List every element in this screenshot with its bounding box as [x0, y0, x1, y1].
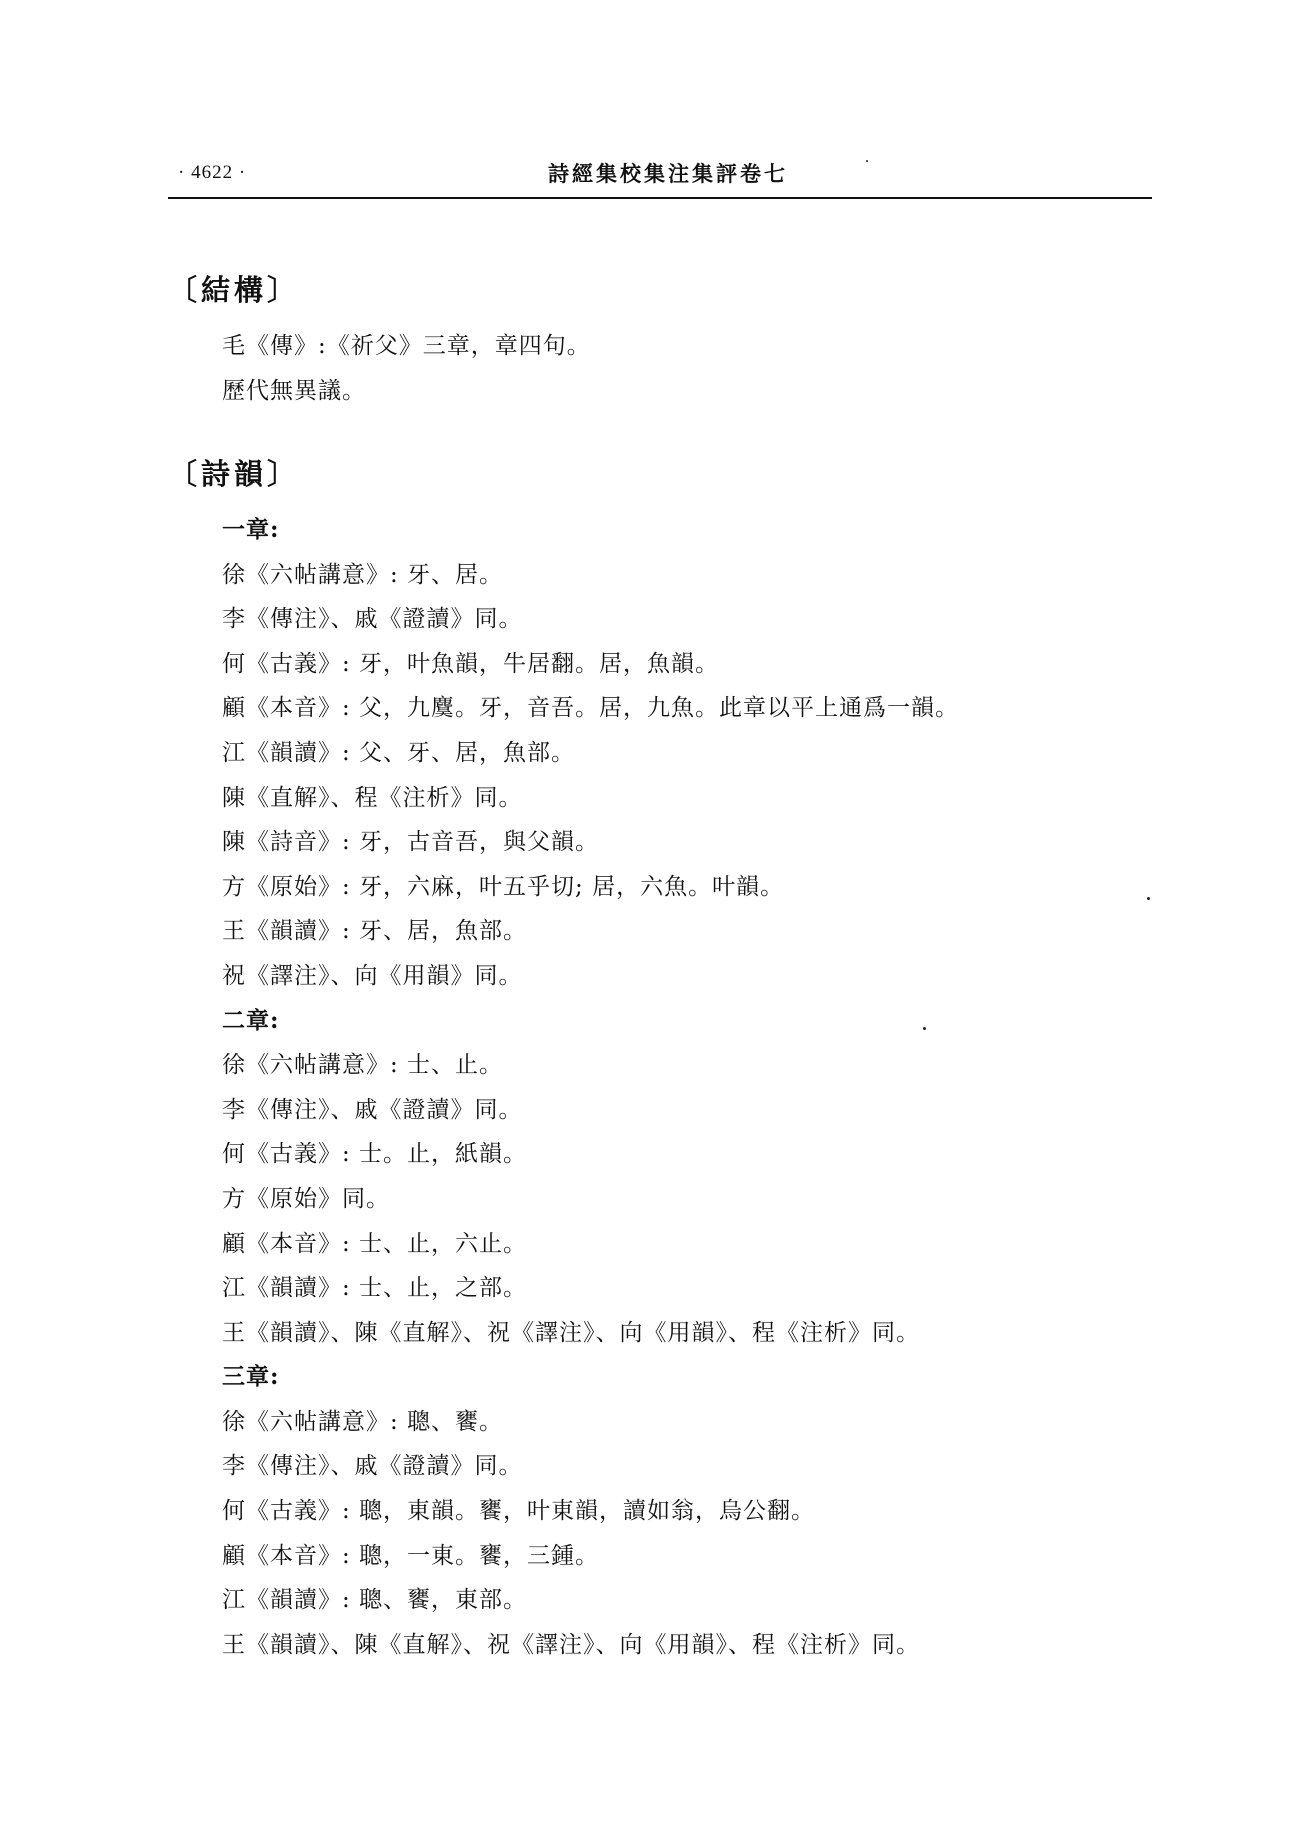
text-line: 方《原始》: 牙，六麻，叶五乎切; 居，六魚。叶韻。: [222, 873, 785, 900]
section-heading-structure: 〔結構〕: [168, 273, 301, 307]
text-line: 顧《本音》: 父，九麌。牙，音吾。居，九魚。此章以平上通爲一韻。: [222, 695, 960, 722]
chapter-label: 二章:: [222, 1006, 280, 1034]
chapter-label: 一章:: [222, 516, 280, 543]
text-line: 李《傳注》、戚《證讀》同。: [222, 606, 523, 633]
text-line: 江《韻讀》: 聰、饔，東部。: [222, 1587, 528, 1614]
header-rule: [168, 197, 1152, 199]
text-line: 王《韻讀》: 牙、居，魚部。: [222, 918, 528, 945]
text-line: 何《古義》: 牙，叶魚韻，牛居翻。居，魚韻。: [222, 650, 720, 677]
scan-speck: [1147, 897, 1150, 900]
text-line: 陳《直解》、程《注析》同。: [222, 784, 523, 811]
text-line: 陳《詩音》: 牙，古音吾，與父韻。: [222, 829, 600, 856]
text-line: 祝《譯注》、向《用韻》同。: [222, 962, 523, 989]
rhyme-lines: [222, 508, 959, 1667]
running-title: 詩經集校集注集評卷七: [548, 161, 788, 186]
text-line: 徐《六帖講意》: 士、止。: [222, 1052, 504, 1079]
section-heading-rhyme: 〔詩韻〕: [168, 457, 301, 491]
scan-speck: [866, 160, 868, 162]
text-line: 江《韻讀》: 父、牙、居，魚部。: [222, 739, 576, 766]
text-line: 江《韻讀》: 士、止，之部。: [222, 1275, 528, 1302]
text-line: 何《古義》: 士。止，紙韻。: [222, 1141, 528, 1168]
text-line: 歷代無異議。: [222, 377, 366, 404]
page-number: · 4622 ·: [178, 162, 247, 183]
text-line: 王《韻讀》、陳《直解》、祝《譯注》、向《用韻》、程《注析》同。: [222, 1631, 920, 1658]
text-line: 何《古義》: 聰，東韻。饔，叶東韻，讀如翁，烏公翻。: [222, 1498, 816, 1525]
text-line: 徐《六帖講意》: 牙、居。: [222, 561, 504, 588]
structure-lines: [222, 324, 591, 413]
text-line: 顧《本音》: 士、止，六止。: [222, 1230, 528, 1257]
text-line: 王《韻讀》、陳《直解》、祝《譯注》、向《用韻》、程《注析》同。: [222, 1319, 920, 1346]
text-line: 徐《六帖講意》: 聰、饔。: [222, 1408, 504, 1435]
text-line: 方《原始》同。: [222, 1185, 390, 1212]
page-header: [168, 158, 1152, 194]
text-line: 李《傳注》、戚《證讀》同。: [222, 1096, 523, 1123]
text-line: 李《傳注》、戚《證讀》同。: [222, 1453, 523, 1480]
scan-speck: [923, 1027, 926, 1030]
chapter-label: 三章:: [222, 1363, 280, 1391]
text-line: 顧《本音》: 聰，一東。饔，三鍾。: [222, 1542, 600, 1569]
text-line: 毛《傳》:《祈父》三章，章四句。: [222, 333, 591, 359]
